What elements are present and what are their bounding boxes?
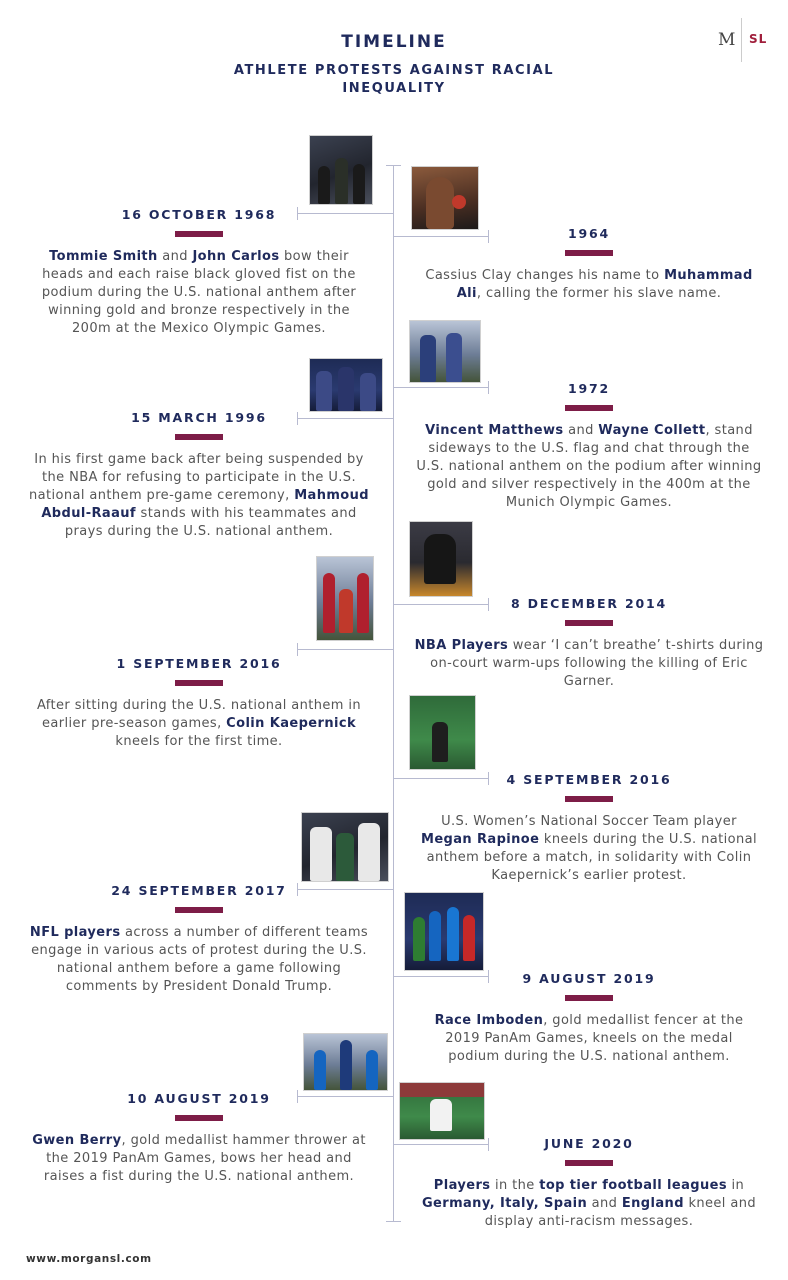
highlight-name: England (621, 1196, 684, 1211)
entry-rule (175, 231, 223, 237)
timeline-entry-1964 (412, 226, 766, 303)
text-segment: , stand sideways to the U.S. flag and chat through the U.S. national anthem on the podium after winning gold and silver respectively in the 400m at the Munich Olympic Games. (416, 423, 762, 510)
entry-rule (565, 995, 613, 1001)
photo-race-imboden (404, 892, 484, 971)
text-segment: kneels for the first time. (115, 734, 283, 749)
text-segment: stands with his teammates and prays during the U.S. national anthem. (64, 506, 357, 539)
entry-description (412, 267, 766, 303)
highlight-name: Vincent Matthews (425, 423, 564, 438)
entry-rule (175, 1115, 223, 1121)
photo-nfl-players (301, 812, 389, 882)
entry-rule (175, 680, 223, 686)
entry-date: 1964 (568, 226, 610, 241)
entry-description (420, 1012, 758, 1066)
entry-rule (565, 1160, 613, 1166)
timeline-entry-2020 (410, 1136, 768, 1231)
highlight-name: Wayne Collett (598, 423, 706, 438)
highlight-name: top tier football leagues (539, 1178, 728, 1193)
photo-nba-i-cant-breathe (409, 521, 473, 597)
text-segment: Cassius Clay changes his name to (425, 268, 665, 283)
highlight-name: Mahmoud Abdul-Raauf (41, 488, 369, 521)
connector-tick (297, 643, 298, 656)
timeline-entry-1996 (28, 410, 370, 541)
photo-abdul-raauf (309, 358, 383, 412)
entry-rule (565, 796, 613, 802)
text-segment: kneel and display anti-racism messages. (484, 1196, 757, 1229)
timeline-entry-2016-sep1 (24, 656, 374, 751)
photo-kaepernick-kneel (316, 556, 374, 641)
entry-date: 9 AUGUST 2019 (522, 971, 656, 986)
highlight-name: Megan Rapinoe (421, 832, 540, 847)
timeline-entry-2019-aug9 (420, 971, 758, 1066)
connector-left-2016-sep1 (297, 649, 393, 650)
text-segment: U.S. Women’s National Soccer Team player (441, 814, 737, 829)
entry-date: 8 DECEMBER 2014 (511, 596, 667, 611)
text-segment: and (157, 249, 193, 264)
entry-description (38, 248, 360, 338)
text-segment: , calling the former his slave name. (476, 286, 722, 301)
highlight-name: Tommie Smith (49, 249, 158, 264)
highlight-name: NFL players (29, 925, 121, 940)
entry-date: 4 SEPTEMBER 2016 (506, 772, 672, 787)
entry-description (28, 451, 370, 541)
text-segment: , gold medallist hammer thrower at the 2019 PanAm Games, bows her head and raises a fist during the U.S. national anthem. (43, 1133, 366, 1184)
morgan-sl-logo (716, 18, 776, 62)
timeline-spine (393, 165, 394, 1221)
entry-rule (175, 907, 223, 913)
highlight-name: John Carlos (192, 249, 280, 264)
timeline-entry-1968 (38, 207, 360, 338)
highlight-name: Colin Kaepernick (226, 716, 356, 731)
timeline-entry-2016-sep4 (416, 772, 762, 885)
timeline-top-cap (386, 165, 401, 166)
highlight-name: Gwen Berry (32, 1133, 122, 1148)
logo-divider (741, 18, 742, 62)
text-segment: in (727, 1178, 745, 1193)
entry-description (24, 697, 374, 751)
text-segment: After sitting during the U.S. national anthem in earlier pre-season games, (36, 698, 362, 731)
logo-m: M (718, 30, 736, 50)
timeline-entry-2014 (410, 596, 768, 691)
entry-date: 10 AUGUST 2019 (127, 1091, 271, 1106)
entry-date: 16 OCTOBER 1968 (121, 207, 277, 222)
logo-sl: SL (749, 32, 768, 46)
entry-date: JUNE 2020 (544, 1136, 634, 1151)
photo-megan-rapinoe (409, 695, 476, 770)
entry-date: 1972 (568, 381, 610, 396)
text-segment: in the (490, 1178, 540, 1193)
text-segment: In his first game back after being suspended by the NBA for refusing to participate in the U.S. national anthem pre-game ceremony, (29, 452, 364, 503)
timeline-entry-1972 (416, 381, 762, 512)
entry-rule (565, 620, 613, 626)
entry-description (416, 813, 762, 885)
entry-description (24, 924, 374, 996)
text-segment: bow their heads and each raise black gloved fist on the podium during the U.S. national anthem after winning gold and bronze respectively in the 200m at the Mexico Olympic Games. (41, 249, 357, 336)
entry-description (416, 422, 762, 512)
highlight-name: Race Imboden (434, 1013, 544, 1028)
entry-date: 1 SEPTEMBER 2016 (116, 656, 282, 671)
text-segment: across a number of different teams engage in various acts of protest during the U.S. national anthem before a game following comments by President Donald Trump. (31, 925, 369, 994)
entry-rule (565, 250, 613, 256)
website-link[interactable]: www.morgansl.com (26, 1253, 152, 1265)
page-title: TIMELINE (341, 32, 447, 52)
text-segment: wear ‘I can’t breathe’ t-shirts during on-court warm-ups following the killing of Eric Garner. (430, 638, 764, 689)
entry-rule (565, 405, 613, 411)
text-segment: kneels during the U.S. national anthem before a match, in solidarity with Colin Kaepernick’s earlier protest. (426, 832, 757, 883)
page-subtitle: ATHLETE PROTESTS AGAINST RACIAL INEQUALITY (233, 63, 555, 96)
entry-rule (175, 434, 223, 440)
highlight-name: Players (433, 1178, 491, 1193)
entry-description (28, 1132, 370, 1186)
photo-matthews-collett (409, 320, 481, 383)
highlight-name: NBA Players (414, 638, 509, 653)
photo-muhammad-ali (411, 166, 479, 230)
photo-gwen-berry (303, 1033, 388, 1091)
photo-smith-carlos-podium (309, 135, 373, 205)
entry-date: 24 SEPTEMBER 2017 (111, 883, 287, 898)
photo-football-kneel (399, 1082, 485, 1140)
timeline-bottom-cap (386, 1221, 401, 1222)
timeline-entry-2017 (24, 883, 374, 996)
text-segment: and (587, 1196, 622, 1211)
text-segment: , gold medallist fencer at the 2019 PanAm Games, kneels on the medal podium during the U.S. national anthem. (445, 1013, 744, 1064)
text-segment: and (563, 423, 599, 438)
highlight-name: Muhammad Ali (456, 268, 753, 301)
timeline-entry-2019-aug10 (28, 1091, 370, 1186)
entry-date: 15 MARCH 1996 (131, 410, 267, 425)
entry-description (410, 637, 768, 691)
entry-description (410, 1177, 768, 1231)
highlight-name: Germany, Italy, Spain (421, 1196, 588, 1211)
